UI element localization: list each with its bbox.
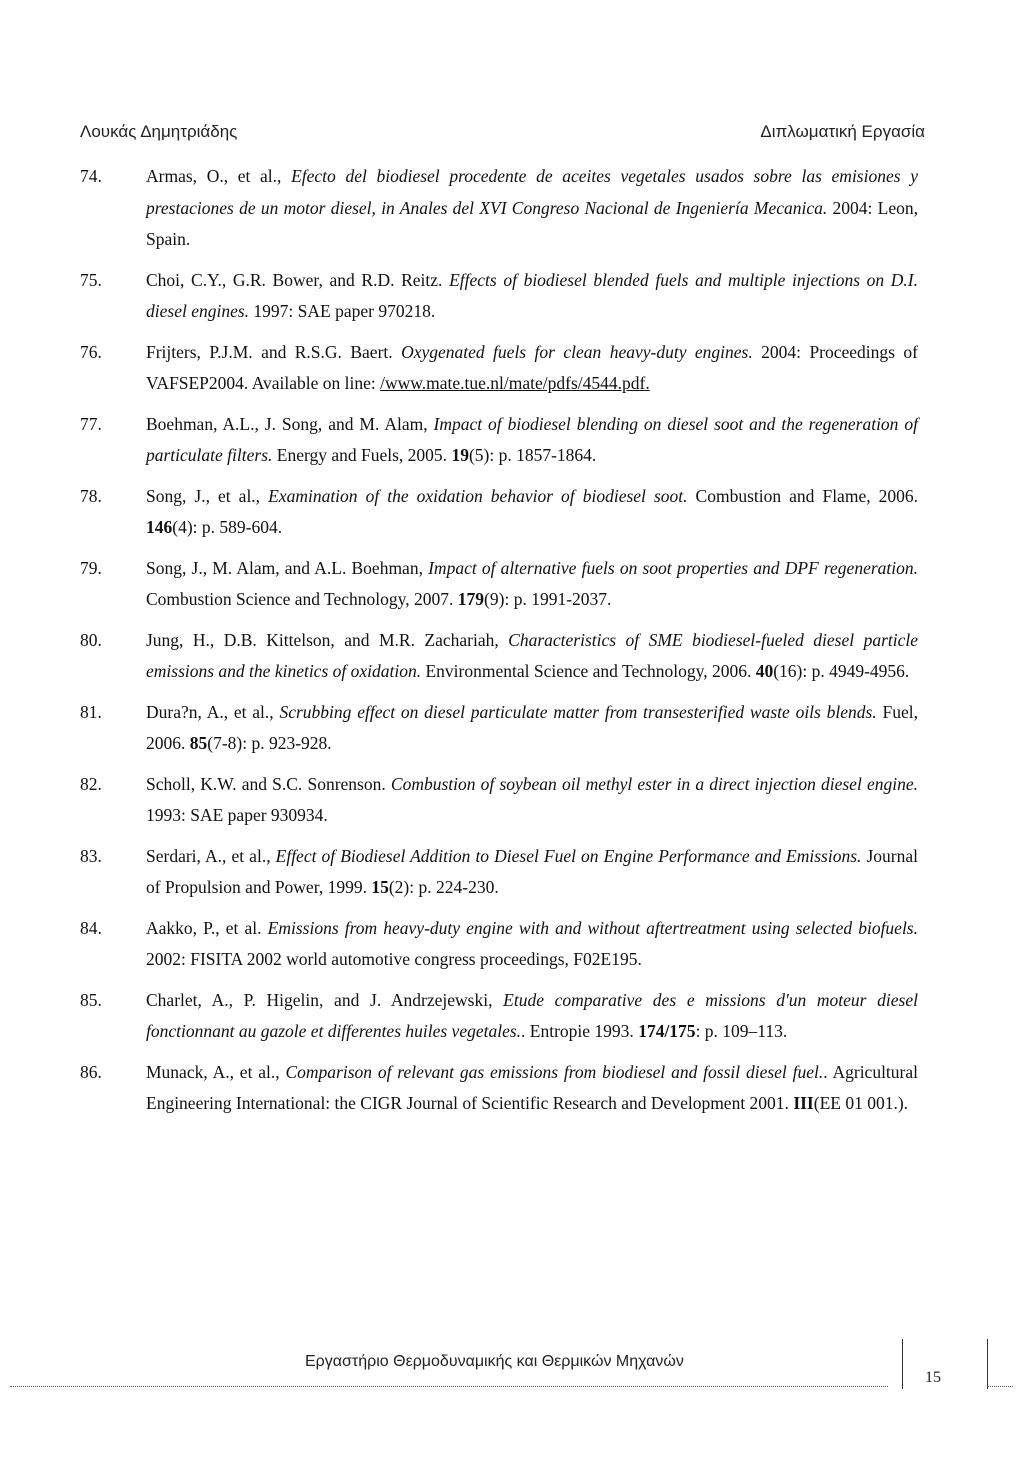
- reference-authors: Scholl, K.W. and S.C. Sonrenson.: [146, 773, 391, 794]
- reference-volume: III: [793, 1093, 814, 1113]
- reference-number: 82.: [80, 773, 102, 794]
- reference-publication: . Agricultural Engineering International: the CIGR Journal of Scientific Research and Development 2001.: [146, 1061, 919, 1113]
- reference-publication: 1993: SAE paper 930934.: [146, 805, 328, 825]
- reference-title: Etude comparative des e missions d'un moteur diesel fonctionnant au gazole et differentes huiles vegetales.: [146, 989, 918, 1041]
- footer-divider-left: [902, 1339, 903, 1389]
- reference-authors: Armas, O., et al.,: [146, 166, 292, 186]
- reference-item: [80, 481, 918, 544]
- reference-list: [80, 161, 918, 1129]
- reference-authors: Song, J., et al.,: [146, 485, 269, 506]
- reference-title: Efecto del biodiesel procedente de aceites vegetales usados sobre las emisiones y prestaciones de un motor diesel, in Anales del XVI Congreso Nacional de Ingeniería Mecanica.: [146, 166, 918, 218]
- reference-title: Impact of biodiesel blending on diesel soot and the regeneration of particulate filters.: [146, 413, 918, 465]
- reference-number: 76.: [80, 341, 102, 362]
- reference-title: Comparison of relevant gas emissions from biodiesel and fossil diesel fuel.: [285, 1061, 824, 1082]
- reference-item: [80, 265, 918, 328]
- reference-publication: 2002: FISITA 2002 world automotive congress proceedings, F02E195.: [146, 949, 642, 969]
- reference-pages: (5): p. 1857-1864.: [468, 445, 597, 465]
- page-header: [80, 122, 925, 146]
- reference-number: 86.: [80, 1061, 102, 1082]
- reference-title: Emissions from heavy-duty engine with and without aftertreatment using selected biofuels.: [267, 917, 918, 938]
- reference-item: [80, 161, 918, 256]
- reference-publication: 2004: Proceedings of VAFSEP2004. Available on line:: [146, 341, 918, 393]
- reference-volume: 179: [457, 589, 485, 609]
- reference-publication: . Entropie 1993.: [521, 1021, 639, 1041]
- reference-title: Effect of Biodiesel Addition to Diesel Fuel on Engine Performance and Emissions.: [275, 845, 862, 866]
- reference-title: Scrubbing effect on diesel particulate matter from transesterified waste oils blends.: [279, 701, 877, 722]
- reference-authors: Frijters, P.J.M. and R.S.G. Baert.: [146, 341, 402, 362]
- reference-title: Characteristics of SME biodiesel-fueled diesel particle emissions and the kinetics of oxidation.: [146, 629, 918, 681]
- reference-publication: 1997: SAE paper 970218.: [249, 301, 436, 321]
- reference-title: Impact of alternative fuels on soot properties and DPF regeneration.: [428, 557, 918, 578]
- reference-publication: Energy and Fuels, 2005.: [272, 445, 452, 465]
- footer-divider-right: [987, 1339, 988, 1389]
- reference-number: 78.: [80, 485, 102, 506]
- reference-authors: Song, J., M. Alam, and A.L. Boehman,: [146, 557, 429, 578]
- reference-volume: 40: [755, 661, 774, 681]
- reference-title: Examination of the oxidation behavior of biodiesel soot.: [268, 485, 688, 506]
- reference-item: [80, 337, 918, 400]
- reference-pages: : p. 109–113.: [695, 1021, 788, 1041]
- reference-item: [80, 553, 918, 616]
- reference-number: 74.: [80, 166, 102, 186]
- reference-number: 75.: [80, 269, 102, 290]
- reference-number: 85.: [80, 989, 102, 1010]
- page-number: 15: [925, 1369, 941, 1386]
- reference-pages: (4): p. 589-604.: [172, 517, 283, 537]
- reference-item: [80, 769, 918, 832]
- reference-publication: Journal of Propulsion and Power, 1999.: [146, 845, 918, 897]
- reference-number: 84.: [80, 917, 102, 938]
- reference-number: 81.: [80, 701, 102, 722]
- reference-pages: (2): p. 224-230.: [388, 877, 499, 897]
- reference-url[interactable]: /www.mate.tue.nl/mate/pdfs/4544.pdf.: [380, 373, 650, 393]
- reference-item: [80, 1057, 918, 1120]
- reference-number: 77.: [80, 413, 102, 434]
- reference-authors: Charlet, A., P. Higelin, and J. Andrzejewski,: [146, 989, 504, 1010]
- reference-number: 79.: [80, 557, 102, 578]
- reference-pages: (7-8): p. 923-928.: [207, 733, 332, 753]
- reference-title: Oxygenated fuels for clean heavy-duty engines.: [401, 341, 753, 362]
- reference-item: [80, 841, 918, 904]
- reference-volume: 85: [189, 733, 208, 753]
- reference-title: Combustion of soybean oil methyl ester in a direct injection diesel engine.: [390, 773, 918, 794]
- reference-number: 83.: [80, 845, 102, 866]
- reference-authors: Dura?n, A., et al.,: [146, 701, 280, 722]
- header-doc-type: Διπλωματική Εργασία: [760, 122, 925, 141]
- reference-pages: (EE 01 001.).: [813, 1093, 909, 1113]
- reference-publication: Fuel, 2006.: [146, 701, 918, 753]
- reference-authors: Choi, C.Y., G.R. Bower, and R.D. Reitz.: [146, 269, 450, 290]
- reference-authors: Aakko, P., et al.: [146, 917, 268, 938]
- reference-pages: (16): p. 4949-4956.: [773, 661, 910, 681]
- reference-authors: Jung, H., D.B. Kittelson, and M.R. Zachariah,: [146, 629, 509, 650]
- reference-volume: 146: [146, 517, 173, 537]
- reference-authors: Serdari, A., et al.,: [146, 845, 276, 866]
- reference-publication: Combustion Science and Technology, 2007.: [146, 589, 458, 609]
- reference-item: [80, 985, 918, 1048]
- reference-volume: 19: [451, 445, 469, 465]
- reference-item: [80, 409, 918, 472]
- footer-lab-name: Εργαστήριο Θερμοδυναμικής και Θερμικών Μηχανών: [305, 1353, 684, 1370]
- reference-pages: (9): p. 1991-2037.: [484, 589, 612, 609]
- reference-item: [80, 913, 918, 976]
- header-author: Λουκάς Δημητριάδης: [80, 122, 238, 141]
- reference-publication: 2004: Leon, Spain.: [146, 197, 918, 249]
- reference-publication: Combustion and Flame, 2006.: [687, 485, 919, 506]
- reference-authors: Munack, A., et al.,: [146, 1061, 286, 1082]
- reference-item: [80, 625, 918, 688]
- reference-item: [80, 697, 918, 760]
- reference-number: 80.: [80, 629, 102, 650]
- reference-volume: 174/175: [638, 1021, 696, 1041]
- reference-publication: Environmental Science and Technology, 2006.: [421, 661, 756, 681]
- reference-authors: Boehman, A.L., J. Song, and M. Alam,: [146, 413, 434, 434]
- page-footer: [0, 1353, 1024, 1393]
- footer-rule: [10, 1386, 888, 1387]
- footer-rule-right: [987, 1386, 1013, 1387]
- reference-title: Effects of biodiesel blended fuels and multiple injections on D.I. diesel engines.: [146, 269, 918, 321]
- reference-volume: 15: [371, 877, 389, 897]
